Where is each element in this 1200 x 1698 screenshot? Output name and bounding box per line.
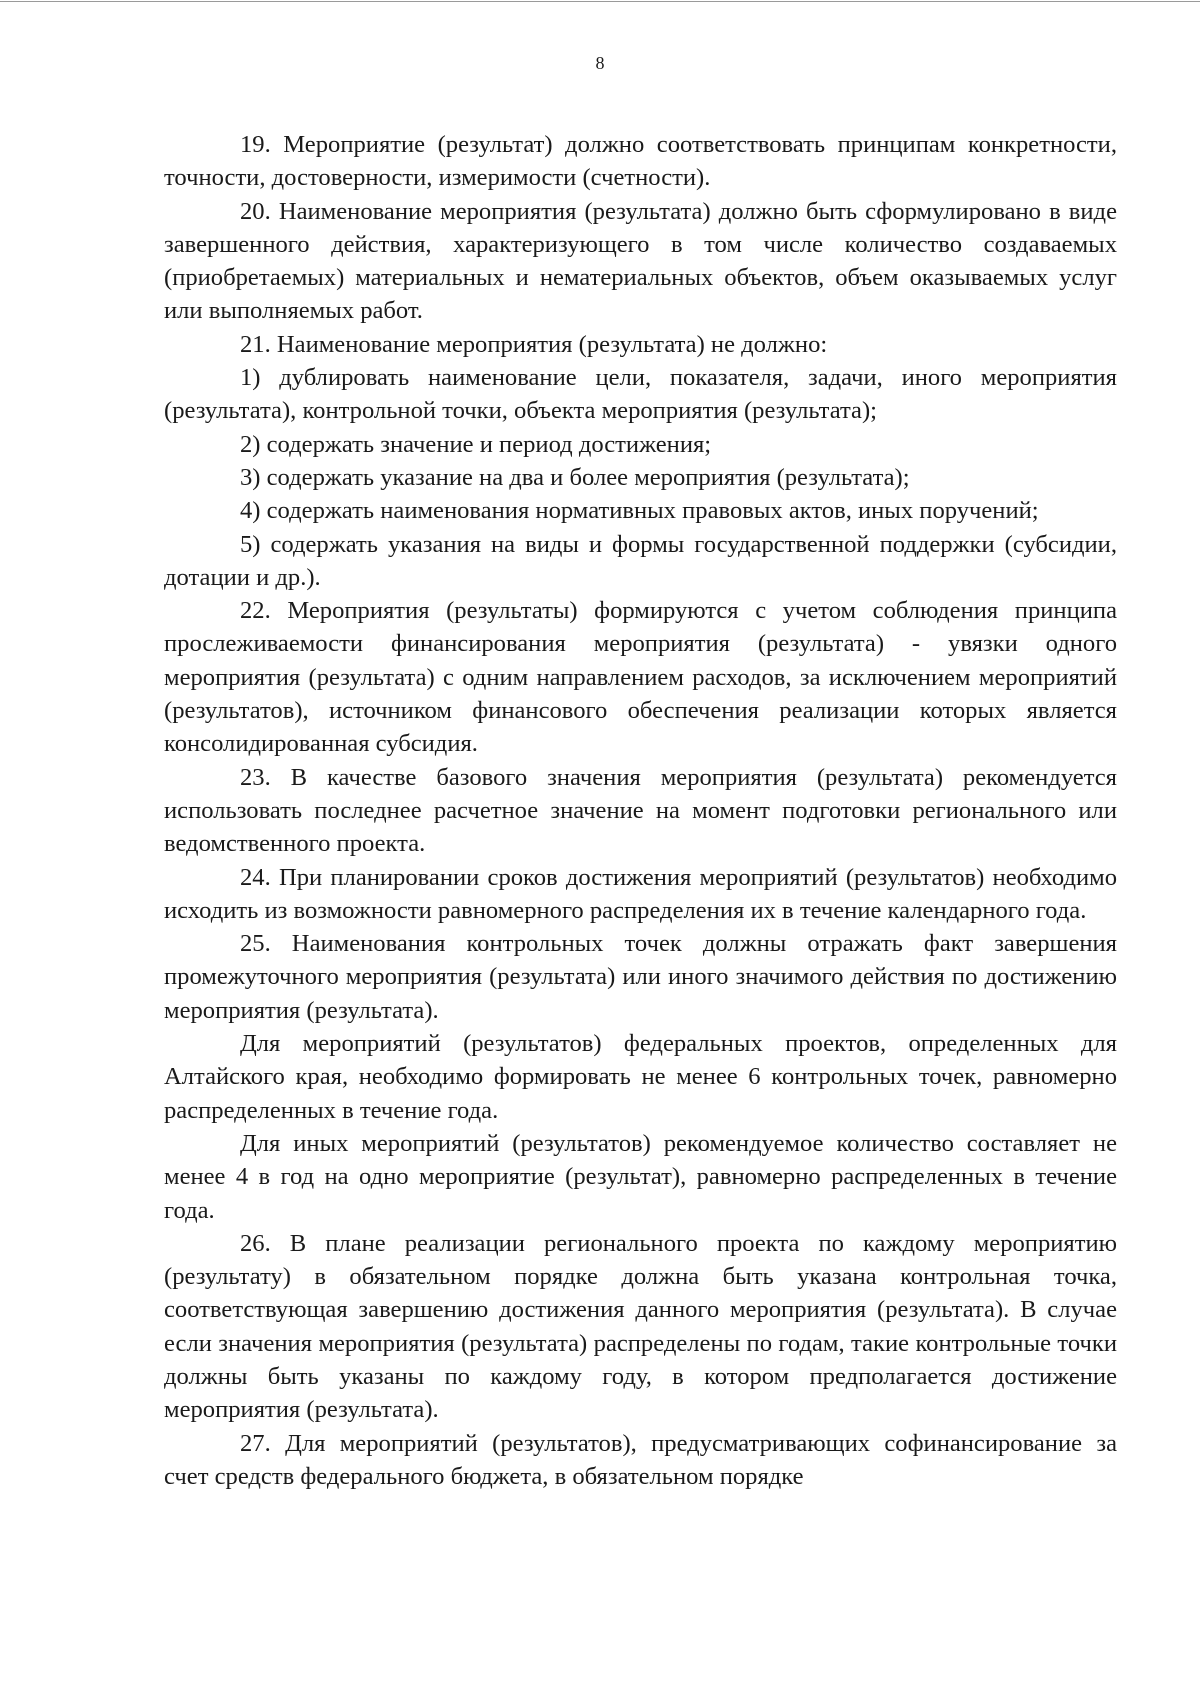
list-item-4: 4) содержать наименования нормативных правовых актов, иных поручений;	[240, 497, 1039, 525]
list-item-1: 1) дублировать наименование цели, показателя, задачи, иного мероприятия (результата), контрольной точки, объекта мероприятия (результата);	[164, 364, 1117, 425]
paragraph-25: 25. Наименования контрольных точек должны отражать факт завершения промежуточного мероприятия (результата) или иного значимого действия по достижению мероприятия (результата).	[164, 930, 1117, 1024]
paragraph-other-events: Для иных мероприятий (результатов) рекомендуемое количество составляет не менее 4 в год на одно мероприятие (результат), равномерно распределенных в течение года.	[164, 1129, 1117, 1224]
paragraph-23: 23. В качестве базового значения мероприятия (результата) рекомендуется использовать последнее расчетное значение на момент подготовки регионального или ведомственного проекта.	[164, 763, 1117, 858]
list-item-3: 3) содержать указание на два и более мероприятия (результата);	[240, 463, 910, 491]
list-item-2: 2) содержать значение и период достижения;	[240, 430, 712, 458]
list-item-5: 5) содержать указания на виды и формы государственной поддержки (субсидии, дотации и др.).	[164, 530, 1117, 591]
paragraph-24: 24. При планировании сроков достижения мероприятий (результатов) необходимо исходить из возможности равномерного распределения их в течение календарного года.	[164, 863, 1117, 924]
paragraph-federal-projects: Для мероприятий (результатов) федеральных проектов, определенных для Алтайского края, необходимо формировать не менее 6 контрольных точек, равномерно распределенных в течение года.	[164, 1030, 1117, 1124]
paragraph-26: 26. В плане реализации регионального проекта по каждому мероприятию (результату) в обязательном порядке должна быть указана контрольная точка, соответствующая завершению достижения данного мероприятия (результата). В случае если значения мероприятия (результата) распределены по годам, такие контрольные точки должны быть указаны по каждому году, в котором предполагается достижение мероприятия (результата).	[164, 1229, 1117, 1424]
page-number: 8	[595, 53, 605, 73]
paragraph-22: 22. Мероприятия (результаты) формируются с учетом соблюдения принципа прослеживаемости финансирования мероприятия (результата) - увязки одного мероприятия (результата) с одним направлением расходов, за исключением мероприятий (результатов), источником финансового обеспечения реализации которых является консолидированная субсидия.	[164, 597, 1117, 758]
top-border-line	[0, 1, 1200, 2]
document-body	[164, 128, 1117, 1493]
paragraph-27: 27. Для мероприятий (результатов), предусматривающих софинансирование за счет средств федерального бюджета, в обязательном порядке	[164, 1429, 1117, 1490]
paragraph-21: 21. Наименование мероприятия (результата) не должно:	[240, 330, 828, 358]
paragraph-19: 19. Мероприятие (результат) должно соответствовать принципам конкретности, точности, достоверности, измеримости (счетности).	[164, 131, 1117, 192]
paragraph-20: 20. Наименование мероприятия (результата) должно быть сформулировано в виде завершенного действия, характеризующего в том числе количество создаваемых (приобретаемых) материальных и нематериальных объектов, объем оказываемых услуг или выполняемых работ.	[164, 197, 1117, 325]
